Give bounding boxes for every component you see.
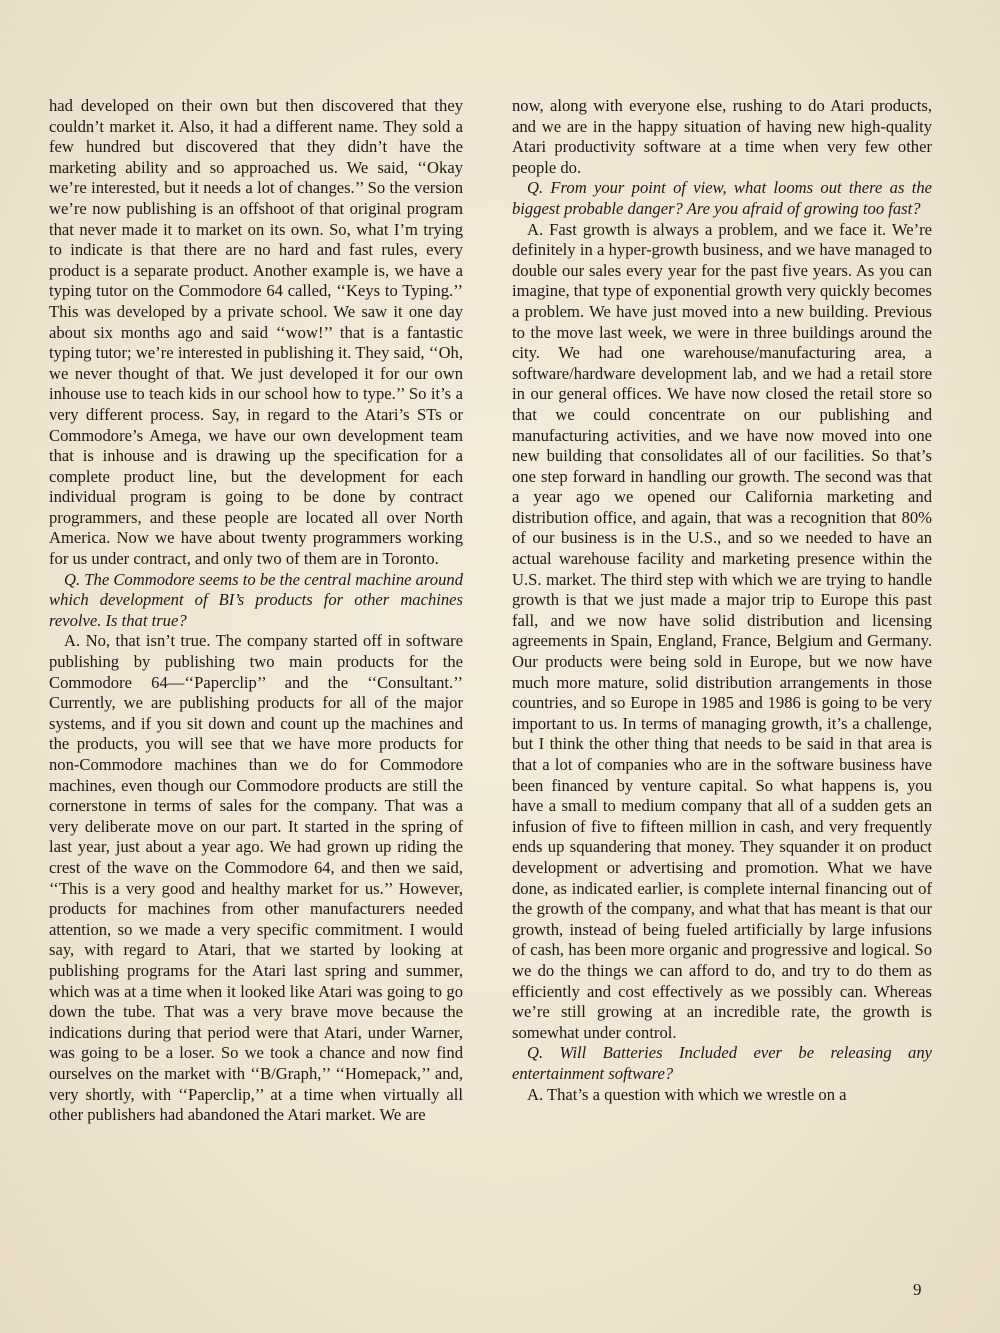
paragraph: now, along with everyone else, rushing to do Atari products, and we are in the happy situation of having new high-quality Atari productivity software at a time when very few other people do. xyxy=(512,96,932,177)
interview-question: Q. From your point of view, what looms out there as the biggest probable danger? Are you afraid of growing too fast? xyxy=(512,178,932,218)
interview-answer: A. That’s a question with which we wrestle on a xyxy=(527,1084,847,1104)
interview-question: Q. Will Batteries Included ever be releasing any entertainment software? xyxy=(512,1043,932,1083)
paragraph: had developed on their own but then discovered that they couldn’t market it. Also, it had a different name. They sold a few hundred but discovered that they didn’t have the marketing ability and so approached us. We said, ‘‘Okay we’re interested, but it needs a lot of changes.’’ So the version we’re now publishing is an offshoot of that original program that never made it to market on its own. So, what I’m trying to indicate is that there are no hard and fast rules, every product is a separate product. Another example is, we have a typing tutor on the Commodore 64 called, ‘‘Keys to Typing.’’ This was developed by a private school. We saw it one day about six months ago and said ‘‘wow!’’ that is a fantastic typing tutor; we’re interested in publishing it. They said, ‘‘Oh, we never thought of that. We just developed it for our own inhouse use to teach kids in our school how to type.’’ So it’s a very different process. Say, in regard to the Atari’s STs or Commodore’s Amega, we have our own development team that is inhouse and is drawing up the specification for a complete product line, but the development for each individual program is going to be done by contract programmers, and these people are located all over North America. Now we have about twenty programmers working for us under contract, and only two of them are in Toronto. xyxy=(49,96,463,569)
interview-answer: A. Fast growth is always a problem, and we face it. We’re definitely in a hyper-growth business, and we have managed to double our sales every year for the past five years. As you can imagine, that type of exponential growth very quickly becomes a problem. We have just moved into a new building. Previous to the move last week, we were in three buildings around the city. We had one warehouse/manufacturing area, a software/hardware development lab, and we had a retail store in our general offices. We have now closed the retail store so that we could concentrate on our publishing and manufacturing activities, and we have now moved into one new building that consolidates all of our facilities. So that’s one step forward in handling our growth. The second was that a year ago we opened our California marketing and distribution office, and again, that was a recognition that 80% of our business is in the U.S., and so we needed to have an actual warehouse facility and marketing presence within the U.S. market. The third step with which we are trying to handle growth is that we just made a major trip to Europe this past fall, and we now have solid distribution and licensing agreements in Spain, England, France, Belgium and Germany. Our products were being sold in Europe, but we now have much more mature, solid distribution arrangements in those countries, and so Europe in 1985 and 1986 is going to be very important to us. In terms of managing growth, it’s a challenge, but I think the other thing that needs to be said in that area is that a lot of companies who are in the software business have been financed by venture capital. So what happens is, you have a small to medium company that all of a sudden gets an infusion of five to fifteen million in cash, and very frequently ends up squandering that money. They squander it on product development or advertising and promotion. What we have done, as indicated earlier, is complete internal financing out of the growth of the company, and what that has meant is that our growth, instead of being fueled artificially by large infusions of cash, has been more organic and progressive and logical. So we do the things we can afford to do, and try to do them as efficiently and cost effectively as we possibly can. Whereas we’re still growing at an incredible rate, the growth is somewhat under control. xyxy=(512,219,932,1042)
page-number: 9 xyxy=(913,1280,922,1299)
interview-answer: A. No, that isn’t true. The company started off in software publishing by publishing two main products for the Commodore 64—‘‘Paperclip’’ and the ‘‘Consultant.’’ Currently, we are publishing products for all of the major systems, and if you sit down and count up the machines and the products, you will see that we have more products for non-Commodore machines than we do for Commodore machines, even though our Commodore products are still the cornerstone in terms of sales for the company. That was a very deliberate move on our part. It started in the spring of last year, just about a year ago. We had grown up riding the crest of the wave on the Commodore 64, and then we said, ‘‘This is a very good and healthy market for us.’’ However, products for machines from other manufacturers needed attention, so we made a very specific commitment. I would say, with regard to Atari, that we started by looking at publishing programs for the Atari last spring and summer, which was at a time when it looked like Atari was going to go down the tube. That was a very brave move because the indications during that period were that Atari, under Warner, was going to be a loser. So we took a chance and now find ourselves on the market with ‘‘B/Graph,’’ ‘‘Homepack,’’ and, very shortly, with ‘‘Paperclip,’’ at a time when virtually all other publishers had abandoned the Atari market. We are xyxy=(49,631,463,1125)
right-column xyxy=(512,96,932,1105)
left-column xyxy=(49,96,463,1126)
interview-question: Q. The Commodore seems to be the central machine around which development of BI’s products for other machines revolve. Is that true? xyxy=(49,569,463,630)
